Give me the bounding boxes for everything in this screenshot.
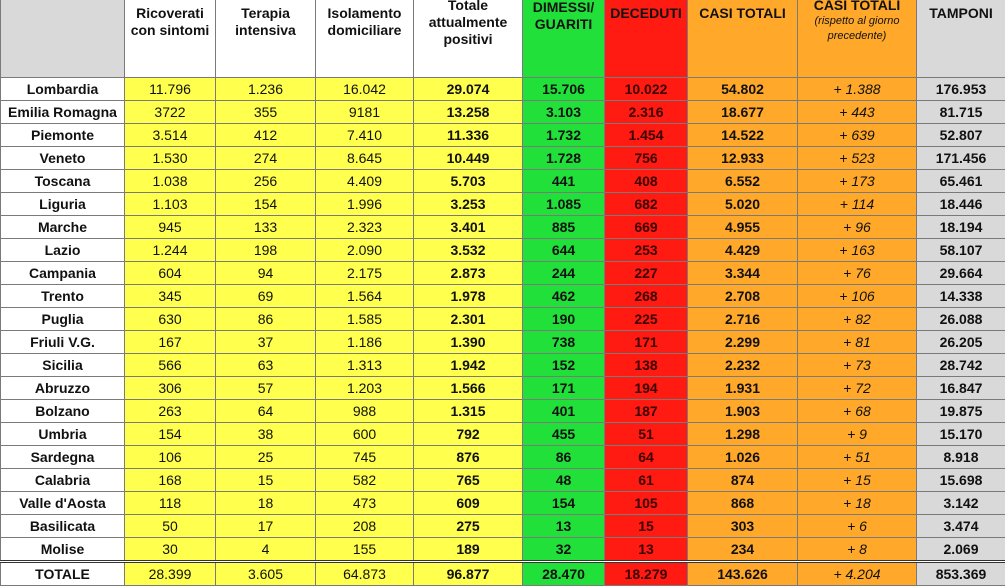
cell-ricoverati: 11.796 <box>125 78 216 101</box>
cell-tamponi: 16.847 <box>917 377 1005 400</box>
cell-totale-positivi: 1.942 <box>414 354 523 377</box>
cell-isolamento: 8.645 <box>316 147 414 170</box>
table-row <box>1 262 1005 285</box>
cell-totale-positivi: 189 <box>414 538 523 562</box>
cell-terapia: 412 <box>216 124 316 147</box>
cell-terapia: 25 <box>216 446 316 469</box>
cell-casi-delta: + 81 <box>798 331 917 354</box>
cell-casi-totali: 12.933 <box>688 147 798 170</box>
cell-ricoverati: 167 <box>125 331 216 354</box>
cell-region: Veneto <box>1 147 125 170</box>
cell-region: Trento <box>1 285 125 308</box>
cell-deceduti: 61 <box>605 469 688 492</box>
cell-casi-totali: 1.903 <box>688 400 798 423</box>
cell-casi-delta: + 18 <box>798 492 917 515</box>
cell-deceduti: 1.454 <box>605 124 688 147</box>
cell-totale-positivi: 765 <box>414 469 523 492</box>
cell-tamponi: 8.918 <box>917 446 1005 469</box>
cell-deceduti: 227 <box>605 262 688 285</box>
cell-terapia: 18 <box>216 492 316 515</box>
cell-ricoverati: 154 <box>125 423 216 446</box>
cell-totale-positivi: 1.315 <box>414 400 523 423</box>
cell-dimessi: 738 <box>523 331 605 354</box>
cell-tamponi: 176.953 <box>917 78 1005 101</box>
header-totale-positivi: Totale attualmente positivi <box>414 0 523 78</box>
table-row <box>1 400 1005 423</box>
cell-dimessi: 86 <box>523 446 605 469</box>
header-ricoverati: Ricoverati con sintomi <box>125 0 216 78</box>
cell-terapia: 1.236 <box>216 78 316 101</box>
total-cell-dimessi: 28.470 <box>523 562 605 586</box>
cell-casi-totali: 6.552 <box>688 170 798 193</box>
cell-dimessi: 171 <box>523 377 605 400</box>
table-row <box>1 377 1005 400</box>
header-terapia: Terapia intensiva <box>216 0 316 78</box>
cell-isolamento: 155 <box>316 538 414 562</box>
cell-region: Puglia <box>1 308 125 331</box>
cell-region: Friuli V.G. <box>1 331 125 354</box>
cell-dimessi: 885 <box>523 216 605 239</box>
cell-totale-positivi: 609 <box>414 492 523 515</box>
cell-deceduti: 408 <box>605 170 688 193</box>
cell-totale-positivi: 10.449 <box>414 147 523 170</box>
cell-tamponi: 18.194 <box>917 216 1005 239</box>
cell-deceduti: 10.022 <box>605 78 688 101</box>
cell-casi-delta: + 73 <box>798 354 917 377</box>
cell-tamponi: 3.142 <box>917 492 1005 515</box>
cell-casi-totali: 874 <box>688 469 798 492</box>
cell-casi-totali: 4.429 <box>688 239 798 262</box>
table-row <box>1 446 1005 469</box>
cell-deceduti: 13 <box>605 538 688 562</box>
cell-casi-totali: 54.802 <box>688 78 798 101</box>
total-cell-terapia: 3.605 <box>216 562 316 586</box>
cell-casi-delta: + 96 <box>798 216 917 239</box>
cell-casi-delta: + 72 <box>798 377 917 400</box>
cell-terapia: 4 <box>216 538 316 562</box>
cell-dimessi: 455 <box>523 423 605 446</box>
cell-totale-positivi: 1.566 <box>414 377 523 400</box>
cell-tamponi: 26.088 <box>917 308 1005 331</box>
cell-casi-totali: 2.299 <box>688 331 798 354</box>
table-row <box>1 285 1005 308</box>
cell-casi-delta: + 76 <box>798 262 917 285</box>
cell-dimessi: 154 <box>523 492 605 515</box>
cell-casi-delta: + 173 <box>798 170 917 193</box>
cell-tamponi: 19.875 <box>917 400 1005 423</box>
cell-casi-delta: + 1.388 <box>798 78 917 101</box>
cell-casi-delta: + 114 <box>798 193 917 216</box>
cell-casi-delta: + 15 <box>798 469 917 492</box>
cell-ricoverati: 1.103 <box>125 193 216 216</box>
cell-terapia: 133 <box>216 216 316 239</box>
cell-terapia: 198 <box>216 239 316 262</box>
total-cell-isolamento: 64.873 <box>316 562 414 586</box>
cell-casi-totali: 4.955 <box>688 216 798 239</box>
cell-isolamento: 1.203 <box>316 377 414 400</box>
cell-casi-totali: 234 <box>688 538 798 562</box>
cell-ricoverati: 168 <box>125 469 216 492</box>
cell-region: Umbria <box>1 423 125 446</box>
table-row <box>1 308 1005 331</box>
header-casi-totali-delta <box>798 0 917 78</box>
total-cell-tamponi: 853.369 <box>917 562 1005 586</box>
cell-region: Lazio <box>1 239 125 262</box>
cell-totale-positivi: 2.873 <box>414 262 523 285</box>
table-row <box>1 423 1005 446</box>
cell-dimessi: 190 <box>523 308 605 331</box>
table-row <box>1 124 1005 147</box>
cell-region: Liguria <box>1 193 125 216</box>
cell-terapia: 86 <box>216 308 316 331</box>
cell-isolamento: 1.585 <box>316 308 414 331</box>
cell-casi-delta: + 82 <box>798 308 917 331</box>
cell-casi-delta: + 51 <box>798 446 917 469</box>
total-cell-region: TOTALE <box>1 562 125 586</box>
cell-region: Emilia Romagna <box>1 101 125 124</box>
cell-dimessi: 401 <box>523 400 605 423</box>
table-row <box>1 331 1005 354</box>
cell-tamponi: 28.742 <box>917 354 1005 377</box>
cell-isolamento: 745 <box>316 446 414 469</box>
table-body <box>1 78 1005 586</box>
cell-tamponi: 81.715 <box>917 101 1005 124</box>
cell-deceduti: 194 <box>605 377 688 400</box>
cell-casi-totali: 18.677 <box>688 101 798 124</box>
cell-isolamento: 2.323 <box>316 216 414 239</box>
cell-dimessi: 32 <box>523 538 605 562</box>
table-row <box>1 354 1005 377</box>
cell-totale-positivi: 3.401 <box>414 216 523 239</box>
cell-deceduti: 225 <box>605 308 688 331</box>
cell-casi-totali: 2.708 <box>688 285 798 308</box>
cell-casi-totali: 868 <box>688 492 798 515</box>
cell-region: Bolzano <box>1 400 125 423</box>
cell-totale-positivi: 11.336 <box>414 124 523 147</box>
cell-casi-totali: 1.298 <box>688 423 798 446</box>
cell-tamponi: 2.069 <box>917 538 1005 562</box>
cell-deceduti: 105 <box>605 492 688 515</box>
cell-dimessi: 13 <box>523 515 605 538</box>
cell-ricoverati: 50 <box>125 515 216 538</box>
cell-tamponi: 3.474 <box>917 515 1005 538</box>
cell-terapia: 64 <box>216 400 316 423</box>
cell-isolamento: 2.090 <box>316 239 414 262</box>
cell-ricoverati: 3722 <box>125 101 216 124</box>
cell-terapia: 94 <box>216 262 316 285</box>
cell-tamponi: 15.698 <box>917 469 1005 492</box>
cell-dimessi: 1.728 <box>523 147 605 170</box>
cell-casi-totali: 3.344 <box>688 262 798 285</box>
cell-isolamento: 9181 <box>316 101 414 124</box>
cell-casi-totali: 2.716 <box>688 308 798 331</box>
table-row <box>1 101 1005 124</box>
cell-region: Piemonte <box>1 124 125 147</box>
cell-terapia: 274 <box>216 147 316 170</box>
cell-dimessi: 1.085 <box>523 193 605 216</box>
cell-region: Sardegna <box>1 446 125 469</box>
cell-deceduti: 253 <box>605 239 688 262</box>
cell-tamponi: 14.338 <box>917 285 1005 308</box>
cell-deceduti: 171 <box>605 331 688 354</box>
header-casi-totali: CASI TOTALI <box>688 0 798 78</box>
cell-ricoverati: 1.530 <box>125 147 216 170</box>
cell-isolamento: 1.564 <box>316 285 414 308</box>
cell-dimessi: 244 <box>523 262 605 285</box>
cell-ricoverati: 3.514 <box>125 124 216 147</box>
table-row <box>1 216 1005 239</box>
cell-casi-totali: 303 <box>688 515 798 538</box>
table-row <box>1 147 1005 170</box>
cell-totale-positivi: 2.301 <box>414 308 523 331</box>
cell-casi-totali: 5.020 <box>688 193 798 216</box>
cell-totale-positivi: 3.253 <box>414 193 523 216</box>
cell-dimessi: 3.103 <box>523 101 605 124</box>
cell-region: Basilicata <box>1 515 125 538</box>
cell-casi-delta: + 106 <box>798 285 917 308</box>
cell-terapia: 63 <box>216 354 316 377</box>
cell-casi-delta: + 6 <box>798 515 917 538</box>
cell-casi-totali: 1.026 <box>688 446 798 469</box>
cell-ricoverati: 1.038 <box>125 170 216 193</box>
cell-deceduti: 64 <box>605 446 688 469</box>
header-casi-totali-delta-title: CASI TOTALI <box>814 0 901 13</box>
cell-ricoverati: 345 <box>125 285 216 308</box>
cell-ricoverati: 1.244 <box>125 239 216 262</box>
cell-region: Sicilia <box>1 354 125 377</box>
cell-casi-delta: + 9 <box>798 423 917 446</box>
cell-terapia: 154 <box>216 193 316 216</box>
header-region <box>1 0 125 78</box>
cell-deceduti: 187 <box>605 400 688 423</box>
header-deceduti: DECEDUTI <box>605 0 688 78</box>
cell-casi-delta: + 163 <box>798 239 917 262</box>
cell-tamponi: 58.107 <box>917 239 1005 262</box>
cell-ricoverati: 306 <box>125 377 216 400</box>
cell-casi-delta: + 68 <box>798 400 917 423</box>
cell-isolamento: 1.186 <box>316 331 414 354</box>
cell-isolamento: 988 <box>316 400 414 423</box>
table-header <box>1 0 1005 78</box>
table-row <box>1 239 1005 262</box>
cell-ricoverati: 630 <box>125 308 216 331</box>
cell-isolamento: 4.409 <box>316 170 414 193</box>
header-isolamento: Isolamento domiciliare <box>316 0 414 78</box>
cell-casi-delta: + 8 <box>798 538 917 562</box>
table-row <box>1 492 1005 515</box>
cell-terapia: 355 <box>216 101 316 124</box>
cell-region: Marche <box>1 216 125 239</box>
cell-ricoverati: 566 <box>125 354 216 377</box>
header-dimessi: DIMESSI/ GUARITI <box>523 0 605 78</box>
cell-casi-totali: 1.931 <box>688 377 798 400</box>
cell-tamponi: 18.446 <box>917 193 1005 216</box>
cell-isolamento: 582 <box>316 469 414 492</box>
cell-casi-delta: + 523 <box>798 147 917 170</box>
cell-deceduti: 2.316 <box>605 101 688 124</box>
cell-region: Toscana <box>1 170 125 193</box>
cell-deceduti: 15 <box>605 515 688 538</box>
cell-totale-positivi: 792 <box>414 423 523 446</box>
cell-totale-positivi: 5.703 <box>414 170 523 193</box>
cell-dimessi: 152 <box>523 354 605 377</box>
cell-region: Valle d'Aosta <box>1 492 125 515</box>
cell-tamponi: 26.205 <box>917 331 1005 354</box>
cell-region: Lombardia <box>1 78 125 101</box>
cell-isolamento: 16.042 <box>316 78 414 101</box>
table-row <box>1 78 1005 101</box>
cell-ricoverati: 945 <box>125 216 216 239</box>
cell-casi-delta: + 639 <box>798 124 917 147</box>
header-tamponi: TAMPONI <box>917 0 1005 78</box>
cell-deceduti: 669 <box>605 216 688 239</box>
total-cell-casi-totali: 143.626 <box>688 562 798 586</box>
cell-dimessi: 48 <box>523 469 605 492</box>
cell-ricoverati: 263 <box>125 400 216 423</box>
cell-terapia: 38 <box>216 423 316 446</box>
total-cell-ricoverati: 28.399 <box>125 562 216 586</box>
cell-isolamento: 1.313 <box>316 354 414 377</box>
cell-casi-delta: + 443 <box>798 101 917 124</box>
table-row <box>1 515 1005 538</box>
cell-totale-positivi: 876 <box>414 446 523 469</box>
cell-terapia: 57 <box>216 377 316 400</box>
header-casi-totali-delta-subtitle: (rispetto al giorno precedente) <box>798 14 916 44</box>
total-cell-casi-delta: + 4.204 <box>798 562 917 586</box>
cell-dimessi: 462 <box>523 285 605 308</box>
table-row <box>1 170 1005 193</box>
cell-isolamento: 473 <box>316 492 414 515</box>
cell-terapia: 37 <box>216 331 316 354</box>
cell-isolamento: 2.175 <box>316 262 414 285</box>
cell-isolamento: 600 <box>316 423 414 446</box>
cell-tamponi: 65.461 <box>917 170 1005 193</box>
total-cell-deceduti: 18.279 <box>605 562 688 586</box>
cell-ricoverati: 106 <box>125 446 216 469</box>
cell-deceduti: 138 <box>605 354 688 377</box>
cell-region: Calabria <box>1 469 125 492</box>
cell-dimessi: 15.706 <box>523 78 605 101</box>
total-row <box>1 562 1005 586</box>
table-row <box>1 469 1005 492</box>
cell-ricoverati: 30 <box>125 538 216 562</box>
cell-ricoverati: 604 <box>125 262 216 285</box>
table-row <box>1 538 1005 562</box>
cell-isolamento: 1.996 <box>316 193 414 216</box>
total-cell-totale-positivi: 96.877 <box>414 562 523 586</box>
cell-dimessi: 441 <box>523 170 605 193</box>
cell-totale-positivi: 1.978 <box>414 285 523 308</box>
cell-region: Abruzzo <box>1 377 125 400</box>
cell-tamponi: 52.807 <box>917 124 1005 147</box>
cell-ricoverati: 118 <box>125 492 216 515</box>
table-row <box>1 193 1005 216</box>
cell-tamponi: 29.664 <box>917 262 1005 285</box>
cell-totale-positivi: 13.258 <box>414 101 523 124</box>
cell-casi-totali: 2.232 <box>688 354 798 377</box>
cell-tamponi: 171.456 <box>917 147 1005 170</box>
cell-terapia: 69 <box>216 285 316 308</box>
cell-dimessi: 644 <box>523 239 605 262</box>
cell-tamponi: 15.170 <box>917 423 1005 446</box>
cell-totale-positivi: 29.074 <box>414 78 523 101</box>
cell-terapia: 15 <box>216 469 316 492</box>
cell-casi-totali: 14.522 <box>688 124 798 147</box>
cell-totale-positivi: 275 <box>414 515 523 538</box>
cell-deceduti: 682 <box>605 193 688 216</box>
cell-region: Campania <box>1 262 125 285</box>
cell-region: Molise <box>1 538 125 562</box>
cell-terapia: 256 <box>216 170 316 193</box>
cell-deceduti: 756 <box>605 147 688 170</box>
cell-isolamento: 7.410 <box>316 124 414 147</box>
cell-totale-positivi: 3.532 <box>414 239 523 262</box>
cell-deceduti: 268 <box>605 285 688 308</box>
cell-terapia: 17 <box>216 515 316 538</box>
cell-dimessi: 1.732 <box>523 124 605 147</box>
cell-totale-positivi: 1.390 <box>414 331 523 354</box>
cell-deceduti: 51 <box>605 423 688 446</box>
cell-isolamento: 208 <box>316 515 414 538</box>
